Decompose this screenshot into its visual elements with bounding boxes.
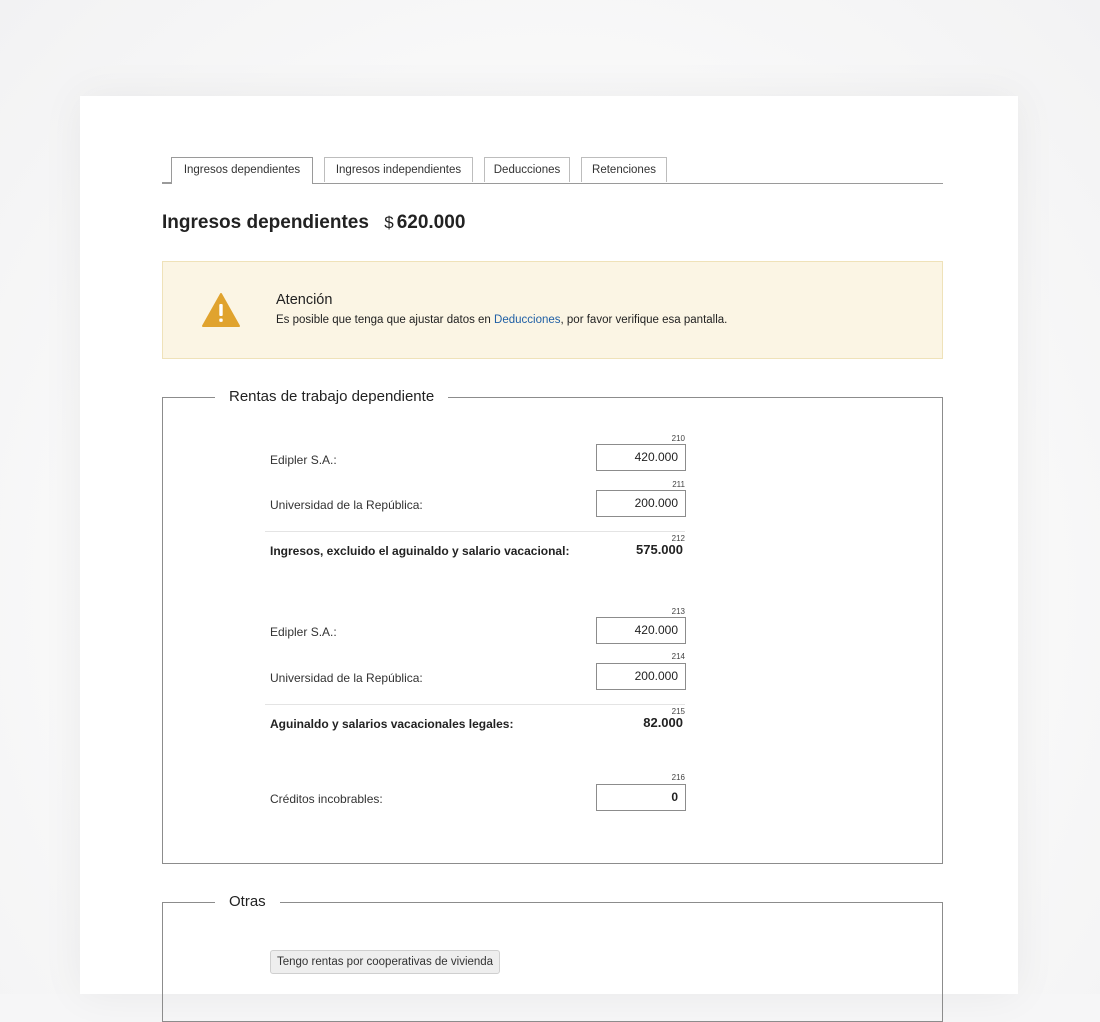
creditos-incobrables-input[interactable]: 0 bbox=[596, 784, 686, 811]
cooperativas-vivienda-button[interactable]: Tengo rentas por cooperativas de vivienda bbox=[270, 950, 500, 974]
page-total bbox=[384, 212, 465, 233]
attention-alert bbox=[162, 261, 943, 359]
tab-ingresos-dependientes[interactable]: Ingresos dependientes bbox=[171, 157, 313, 184]
alert-text-after: , por favor verifique esa pantalla. bbox=[560, 314, 728, 326]
field-code: 211 bbox=[672, 480, 685, 489]
universidad-input-214[interactable]: 200.000 bbox=[596, 663, 686, 690]
alert-title: Atención bbox=[276, 292, 333, 308]
field-code: 214 bbox=[671, 652, 685, 661]
row-divider bbox=[265, 531, 685, 532]
deducciones-link[interactable]: Deducciones bbox=[494, 314, 561, 326]
field-code: 213 bbox=[671, 607, 685, 616]
row-label: Universidad de la República: bbox=[270, 671, 423, 685]
tab-deducciones[interactable]: Deducciones bbox=[484, 157, 570, 182]
tab-bar-line bbox=[162, 182, 171, 183]
field-code: 216 bbox=[671, 773, 685, 782]
page-title-text: Ingresos dependientes bbox=[162, 212, 369, 233]
subtotal-215: 82.000 bbox=[643, 715, 683, 730]
row-divider bbox=[265, 704, 685, 705]
currency-symbol: $ bbox=[384, 213, 394, 232]
row-label: Créditos incobrables: bbox=[270, 792, 383, 806]
tab-retenciones[interactable]: Retenciones bbox=[581, 157, 667, 182]
otras-group bbox=[162, 893, 943, 1022]
form-card bbox=[80, 96, 1018, 994]
warning-icon bbox=[201, 292, 241, 328]
row-label: Edipler S.A.: bbox=[270, 453, 337, 467]
rentas-legend: Rentas de trabajo dependiente bbox=[215, 388, 448, 406]
subtotal-label: Aguinaldo y salarios vacacionales legales: bbox=[270, 717, 514, 731]
tab-bar bbox=[162, 157, 943, 184]
page-title bbox=[162, 212, 465, 234]
subtotal-label: Ingresos, excluido el aguinaldo y salario vacacional: bbox=[270, 544, 570, 558]
subtotal-212: 575.000 bbox=[636, 542, 683, 557]
tab-ingresos-independientes[interactable]: Ingresos independientes bbox=[324, 157, 473, 182]
universidad-input-211[interactable]: 200.000 bbox=[596, 490, 686, 517]
field-code: 215 bbox=[671, 707, 685, 716]
rentas-group bbox=[162, 388, 943, 864]
row-label: Universidad de la República: bbox=[270, 498, 423, 512]
page-total-amount: 620.000 bbox=[396, 212, 466, 233]
field-code: 210 bbox=[671, 434, 685, 443]
field-code: 212 bbox=[671, 534, 685, 543]
otras-legend: Otras bbox=[215, 893, 280, 911]
row-label: Edipler S.A.: bbox=[270, 625, 337, 639]
alert-text-before: Es posible que tenga que ajustar datos en bbox=[276, 314, 495, 326]
alert-message bbox=[276, 314, 727, 326]
edipler-input-213[interactable]: 420.000 bbox=[596, 617, 686, 644]
edipler-input-210[interactable]: 420.000 bbox=[596, 444, 686, 471]
